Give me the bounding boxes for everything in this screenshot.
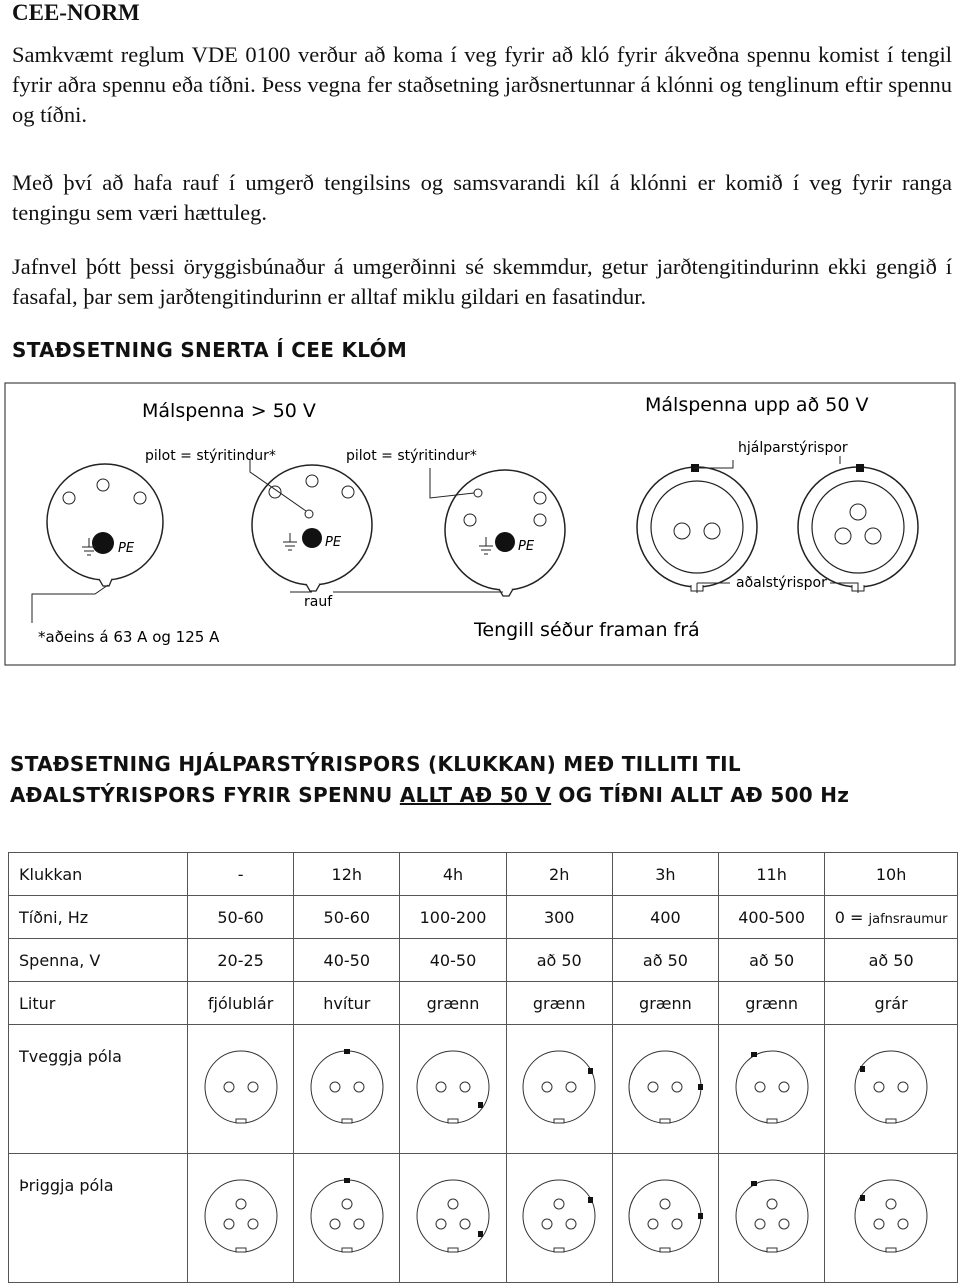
table-cell: fjólublár	[188, 982, 294, 1025]
label-pilot-1: pilot = stýritindur*	[145, 448, 276, 464]
table-cell: grænn	[506, 982, 612, 1025]
two-pole-socket-icon	[846, 1042, 936, 1132]
plug-contacts-diagram	[0, 380, 960, 670]
socket-cell	[506, 1154, 612, 1283]
table-cell: 12h	[294, 853, 400, 896]
socket-cell	[612, 1154, 718, 1283]
paragraph-rauf: Með því að hafa rauf í umgerð tengilsins og samsvarandi kíl á klónni er komið í veg fyrir ranga tengingu sem væri hættuleg.	[12, 170, 952, 225]
table-cell: að 50	[719, 939, 825, 982]
label-rauf: rauf	[304, 594, 333, 610]
pe-label-3: PE	[518, 539, 535, 554]
table-cell: 40-50	[400, 939, 506, 982]
table-cell: að 50	[612, 939, 718, 982]
label-aux-key: hjálparstýrispor	[738, 440, 848, 456]
table-cell: 50-60	[294, 896, 400, 939]
heading2-part-b: ALLT AÐ 50 V	[399, 783, 552, 807]
row-label: Klukkan	[9, 853, 188, 896]
heading2-part-a: AÐALSTÝRISPORS FYRIR SPENNU	[10, 783, 400, 807]
section-heading-positions: STAÐSETNING SNERTA Í CEE KLÓM	[12, 338, 408, 362]
table-row-litur	[9, 982, 958, 1025]
row-label: Spenna, V	[9, 939, 188, 982]
socket-cell	[294, 1025, 400, 1154]
socket-low-3pole	[798, 464, 918, 591]
row-label: Þriggja póla	[9, 1154, 188, 1283]
row-label: Tveggja póla	[9, 1025, 188, 1154]
table-cell: 4h	[400, 853, 506, 896]
socket-cell	[294, 1154, 400, 1283]
table-cell: 20-25	[188, 939, 294, 982]
socket-cell	[825, 1154, 958, 1283]
table-cell: að 50	[825, 939, 958, 982]
two-pole-socket-icon	[302, 1042, 392, 1132]
table-row-three-pole	[9, 1154, 958, 1283]
table-cell: hvítur	[294, 982, 400, 1025]
row-label: Litur	[9, 982, 188, 1025]
two-pole-socket-icon	[727, 1042, 817, 1132]
table-cell: 40-50	[294, 939, 400, 982]
socket-cell	[506, 1025, 612, 1154]
two-pole-socket-icon	[620, 1042, 710, 1132]
table-cell: 11h	[719, 853, 825, 896]
page-title: CEE-NORM	[12, 0, 140, 25]
three-pole-socket-icon	[408, 1171, 498, 1261]
table-cell: 10h	[825, 853, 958, 896]
three-pole-socket-icon	[727, 1171, 817, 1261]
socket-high-1	[47, 464, 163, 586]
socket-cell	[612, 1025, 718, 1154]
label-main-key: aðalstýrispor	[736, 575, 827, 591]
table-cell: grænn	[612, 982, 718, 1025]
row-label: Tíðni, Hz	[9, 896, 188, 939]
table-cell: -	[188, 853, 294, 896]
table-cell: grár	[825, 982, 958, 1025]
table-cell: 300	[506, 896, 612, 939]
socket-low-2pole	[637, 464, 757, 591]
cell-small-text: jafnsraumur	[868, 911, 948, 927]
socket-cell	[188, 1154, 294, 1283]
aux-key-table	[8, 852, 958, 1283]
three-pole-socket-icon	[846, 1171, 936, 1261]
pe-label-1: PE	[118, 541, 135, 556]
table-row-tidni	[9, 896, 958, 939]
section-heading-aux-line2	[10, 783, 849, 807]
table-cell: að 50	[506, 939, 612, 982]
label-high-voltage: Málspenna > 50 V	[142, 400, 316, 422]
cell-text: 0 =	[834, 907, 869, 927]
socket-cell	[719, 1154, 825, 1283]
three-pole-socket-icon	[514, 1171, 604, 1261]
footnote-pilot: *aðeins á 63 A og 125 A	[38, 628, 220, 646]
socket-cell	[719, 1025, 825, 1154]
table-cell: 50-60	[188, 896, 294, 939]
label-low-voltage: Málspenna upp að 50 V	[645, 394, 869, 416]
socket-cell	[825, 1025, 958, 1154]
section-heading-aux-line1: STAÐSETNING HJÁLPARSTÝRISPORS (KLUKKAN) MEÐ TILLITI TIL	[10, 752, 741, 776]
table-cell: grænn	[719, 982, 825, 1025]
two-pole-socket-icon	[196, 1042, 286, 1132]
paragraph-vde: Samkvæmt reglum VDE 0100 verður að koma í veg fyrir að kló fyrir ákveðna spennu komist í tengil fyrir aðra spennu eða tíðni. Þess vegna fer staðsetning jarðsnertunnar á klónni og tenglinum eftir spennu og tíðni.	[12, 42, 952, 127]
three-pole-socket-icon	[620, 1171, 710, 1261]
paragraph-jardtengi: Jafnvel þótt þessi öryggisbúnaður á umgerðinni sé skemmdur, getur jarðtengitindurinn ekki gengið í fasafal, þar sem jarðtengitindurinn er alltaf miklu gildari en fasatindur.	[12, 254, 952, 309]
three-pole-socket-icon	[196, 1171, 286, 1261]
caption-socket-front: Tengill séður framan frá	[474, 619, 700, 641]
two-pole-socket-icon	[514, 1042, 604, 1132]
socket-cell	[400, 1154, 506, 1283]
table-cell: 3h	[612, 853, 718, 896]
table-cell: 2h	[506, 853, 612, 896]
table-row-klukkan	[9, 853, 958, 896]
socket-high-3	[430, 468, 565, 596]
table-cell: 400-500	[719, 896, 825, 939]
heading2-part-c: OG TÍÐNI ALLT AÐ 500 Hz	[551, 783, 850, 807]
socket-cell	[188, 1025, 294, 1154]
label-pilot-2: pilot = stýritindur*	[346, 448, 477, 464]
table-cell: 400	[612, 896, 718, 939]
table-cell: 100-200	[400, 896, 506, 939]
pe-label-2: PE	[325, 535, 342, 550]
table-row-two-pole	[9, 1025, 958, 1154]
table-row-spenna	[9, 939, 958, 982]
three-pole-socket-icon	[302, 1171, 392, 1261]
table-cell: grænn	[400, 982, 506, 1025]
table-cell	[825, 896, 958, 939]
socket-cell	[400, 1025, 506, 1154]
two-pole-socket-icon	[408, 1042, 498, 1132]
socket-high-2	[250, 460, 372, 591]
